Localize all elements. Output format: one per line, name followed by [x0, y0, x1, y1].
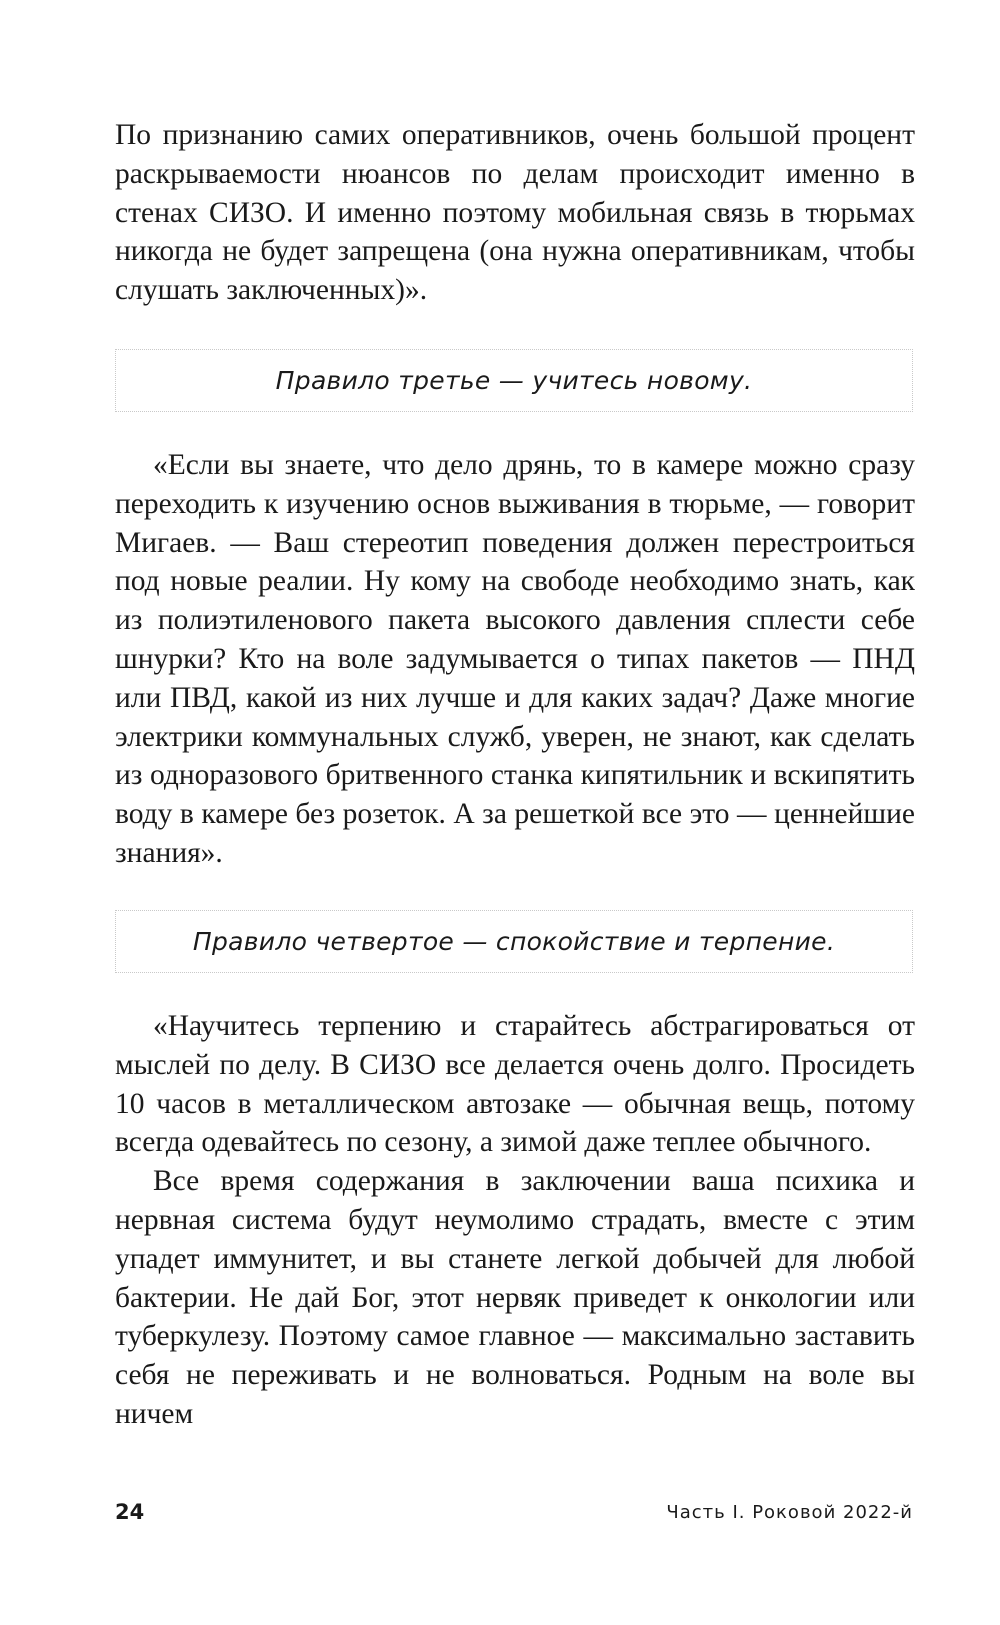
paragraph: Все время содержания в заключении ваша психика и нервная система будут неумолимо страдать, вместе с этим упадет иммунитет, и вы станете легкой добычей для любой бактерии. Не дай Бог, этот нервяк приведет к онкологии или туберкулезу. Поэтому самое главное — максимально заставить себя не переживать и не волноваться. Родным на воле вы ничем — [115, 1165, 915, 1430]
section-heading-rule-4 — [115, 910, 913, 973]
section-heading-text: Правило третье — учитесь новому. — [275, 366, 753, 395]
page-number: 24 — [115, 1500, 145, 1524]
section-heading-rule-3 — [115, 349, 913, 412]
paragraph: По признанию самих оперативников, очень большой процент раскрываемости нюансов по делам происходит именно в стенах СИЗО. И именно поэтому мобильная связь в тюрьмах никогда не будет запрещена (она нужна оперативникам, чтобы слушать заключенных)». — [115, 119, 915, 307]
text-block-rule-4 — [115, 1007, 915, 1434]
page-footer — [115, 1500, 913, 1530]
paragraph: «Если вы знаете, что дело дрянь, то в камере можно сразу переходить к изучению основ выживания в тюрьме, — говорит Мигаев. — Ваш стереотип поведения должен перестроиться под новые реалии. Ну кому на свободе необходимо знать, как из полиэтиленового пакета высокого давления сплести себе шнурки? Кто на воле задумывается о типах пакетов — ПНД или ПВД, какой из них лучше и для каких задач? Даже многие электрики коммунальных служб, уверен, не знают, как сделать из одноразового бритвенного станка кипятильник и вскипятить воду в камере без розеток. А за решеткой все это — ценнейшие знания». — [115, 449, 915, 869]
section-heading-text: Правило четвертое — спокойствие и терпение. — [192, 927, 836, 956]
running-head: Часть I. Роковой 2022-й — [666, 1502, 913, 1523]
paragraph: «Научитесь терпению и старайтесь абстрагироваться от мыслей по делу. В СИЗО все делается очень долго. Просидеть 10 часов в металлическом автозаке — обычная вещь, потому всегда одевайтесь по сезону, а зимой даже теплее обычного. — [115, 1010, 915, 1159]
text-block-intro — [115, 116, 915, 310]
text-block-rule-3 — [115, 446, 915, 873]
